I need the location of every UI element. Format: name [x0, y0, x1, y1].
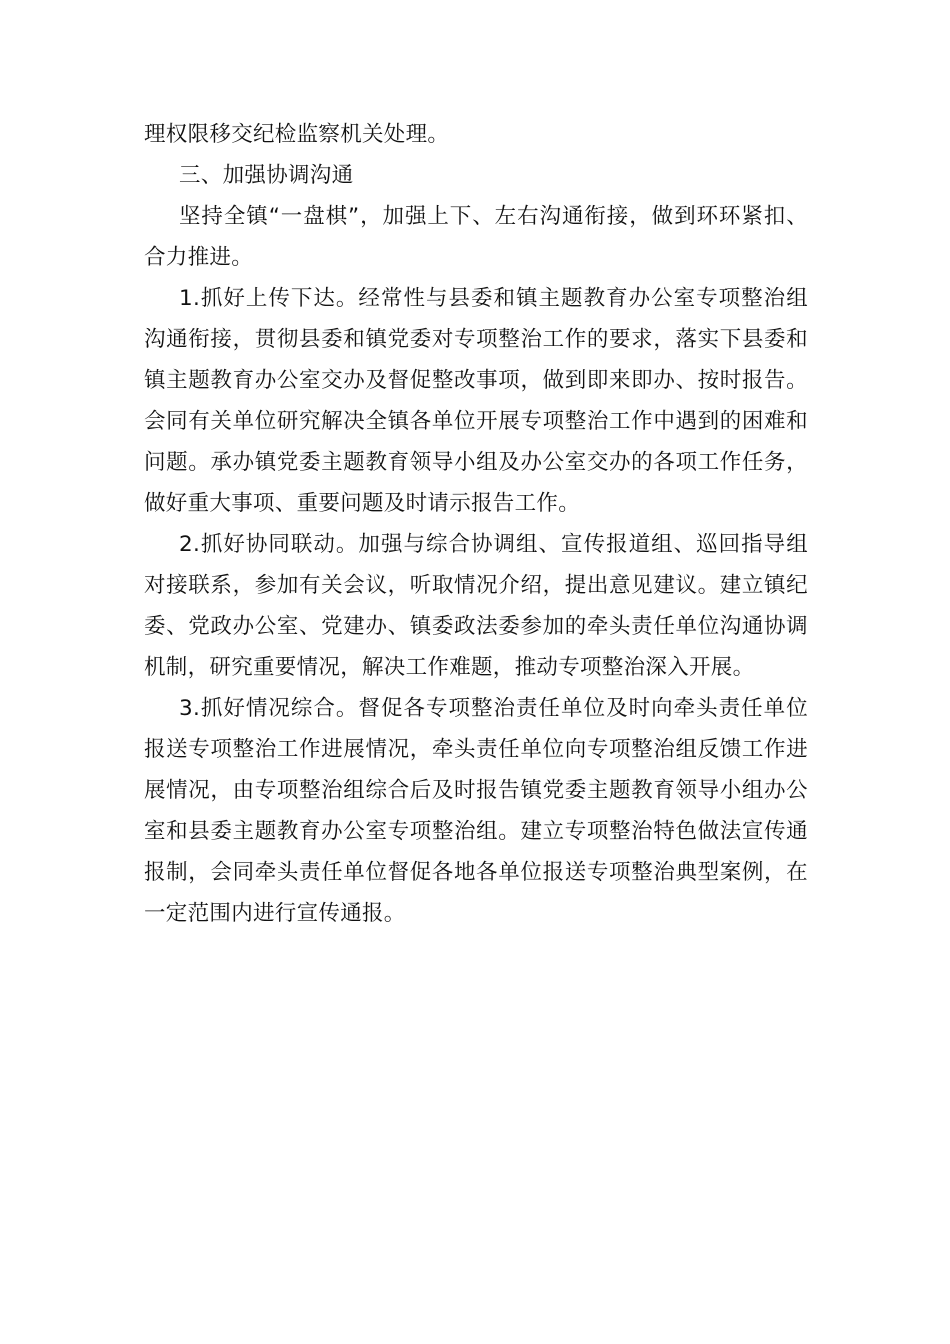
paragraph-item-2: 2.抓好协同联动。加强与综合协调组、宣传报道组、巡回指导组对接联系，参加有关会议，听取情况介绍，提出意见建议。建立镇纪委、党政办公室、党建办、镇委政法委参加的牵头责任单位沟通协调机制，研究重要情况，解决工作难题，推动专项整治深入开展。	[144, 532, 808, 680]
document-page	[144, 114, 808, 934]
paragraph-item-3: 3.抓好情况综合。督促各专项整治责任单位及时向牵头责任单位报送专项整治工作进展情况，牵头责任单位向专项整治组反馈工作进展情况，由专项整治组综合后及时报告镇党委主题教育领导小组办公室和县委主题教育办公室专项整治组。建立专项整治特色做法宣传通报制，会同牵头责任单位督促各地各单位报送专项整治典型案例，在一定范围内进行宣传通报。	[144, 696, 808, 926]
paragraph-continuation: 理权限移交纪检监察机关处理。	[144, 122, 450, 147]
paragraph-intro: 坚持全镇“一盘棋”，加强上下、左右沟通衔接，做到环环紧扣、合力推进。	[144, 204, 808, 270]
paragraph-item-1: 1.抓好上传下达。经常性与县委和镇主题教育办公室专项整治组沟通衔接，贯彻县委和镇党委对专项整治工作的要求，落实下县委和镇主题教育办公室交办及督促整改事项，做到即来即办、按时报告。会同有关单位研究解决全镇各单位开展专项整治工作中遇到的困难和问题。承办镇党委主题教育领导小组及办公室交办的各项工作任务，做好重大事项、重要问题及时请示报告工作。	[144, 286, 808, 516]
section-heading: 三、加强协调沟通	[179, 163, 354, 188]
